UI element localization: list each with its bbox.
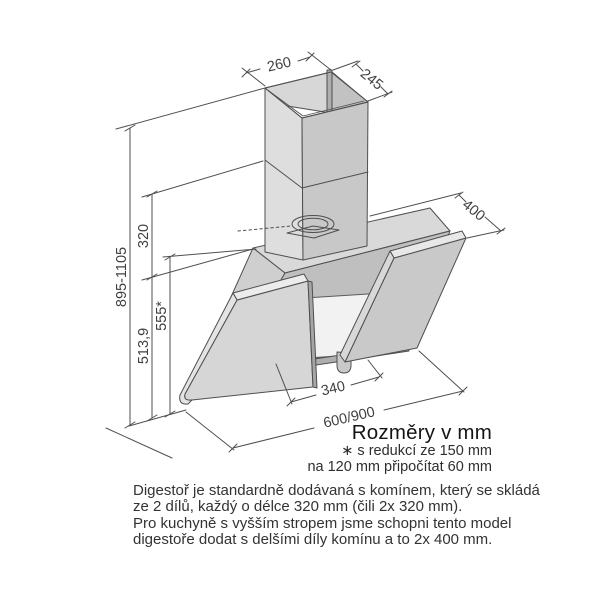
units-title: Rozměry v mm — [351, 421, 492, 444]
description-line: Digestoř je standardně dodávaná s komínem, který se skládá — [133, 482, 540, 499]
dim-label-hood-width: 600/900 — [321, 404, 377, 432]
dim-label-hood-depth: 400 — [458, 196, 488, 225]
glass-panel-left — [180, 274, 317, 404]
dimension-overall-height — [114, 125, 135, 428]
dim-label-chimney-depth: 245 — [356, 65, 386, 94]
dim-label-inner-width: 340 — [319, 378, 347, 400]
description-line: ze 2 dílů, každý o délce 320 mm (čili 2x 320 mm). — [133, 498, 463, 516]
description-line: digestoře dodat s delšími díly komínu a to 2x 400 mm. — [133, 531, 493, 549]
chimney-inner-panel-edge — [327, 70, 332, 113]
ceiling-extension-line — [116, 88, 265, 129]
dim-label-chimney-section: 320 — [136, 223, 152, 249]
dim-label-overall-height: 895-1105 — [114, 246, 130, 308]
dim-label-body-height: 513,9 — [136, 327, 152, 365]
asterisk-note — [307, 444, 492, 475]
chimney-front-face — [302, 102, 368, 260]
dim-label-front-height: 555* — [154, 301, 170, 331]
chimney — [265, 70, 368, 260]
asterisk-note-line2: na 120 mm připočítat 60 mm — [307, 458, 492, 475]
floor-corner-line — [106, 428, 172, 458]
dimension-chimney-section — [136, 161, 263, 280]
dimension-body-height — [136, 277, 157, 421]
description-line: Pro kuchyně s vyšším stropem jsme schopni tento model — [133, 514, 512, 532]
chimney-description — [133, 483, 540, 549]
asterisk-note-line1: ∗ s redukcí ze 150 mm — [341, 443, 492, 459]
dim-label-chimney-width: 260 — [265, 54, 293, 76]
glass-left-face — [185, 281, 313, 400]
floor-extension-line — [129, 410, 186, 426]
